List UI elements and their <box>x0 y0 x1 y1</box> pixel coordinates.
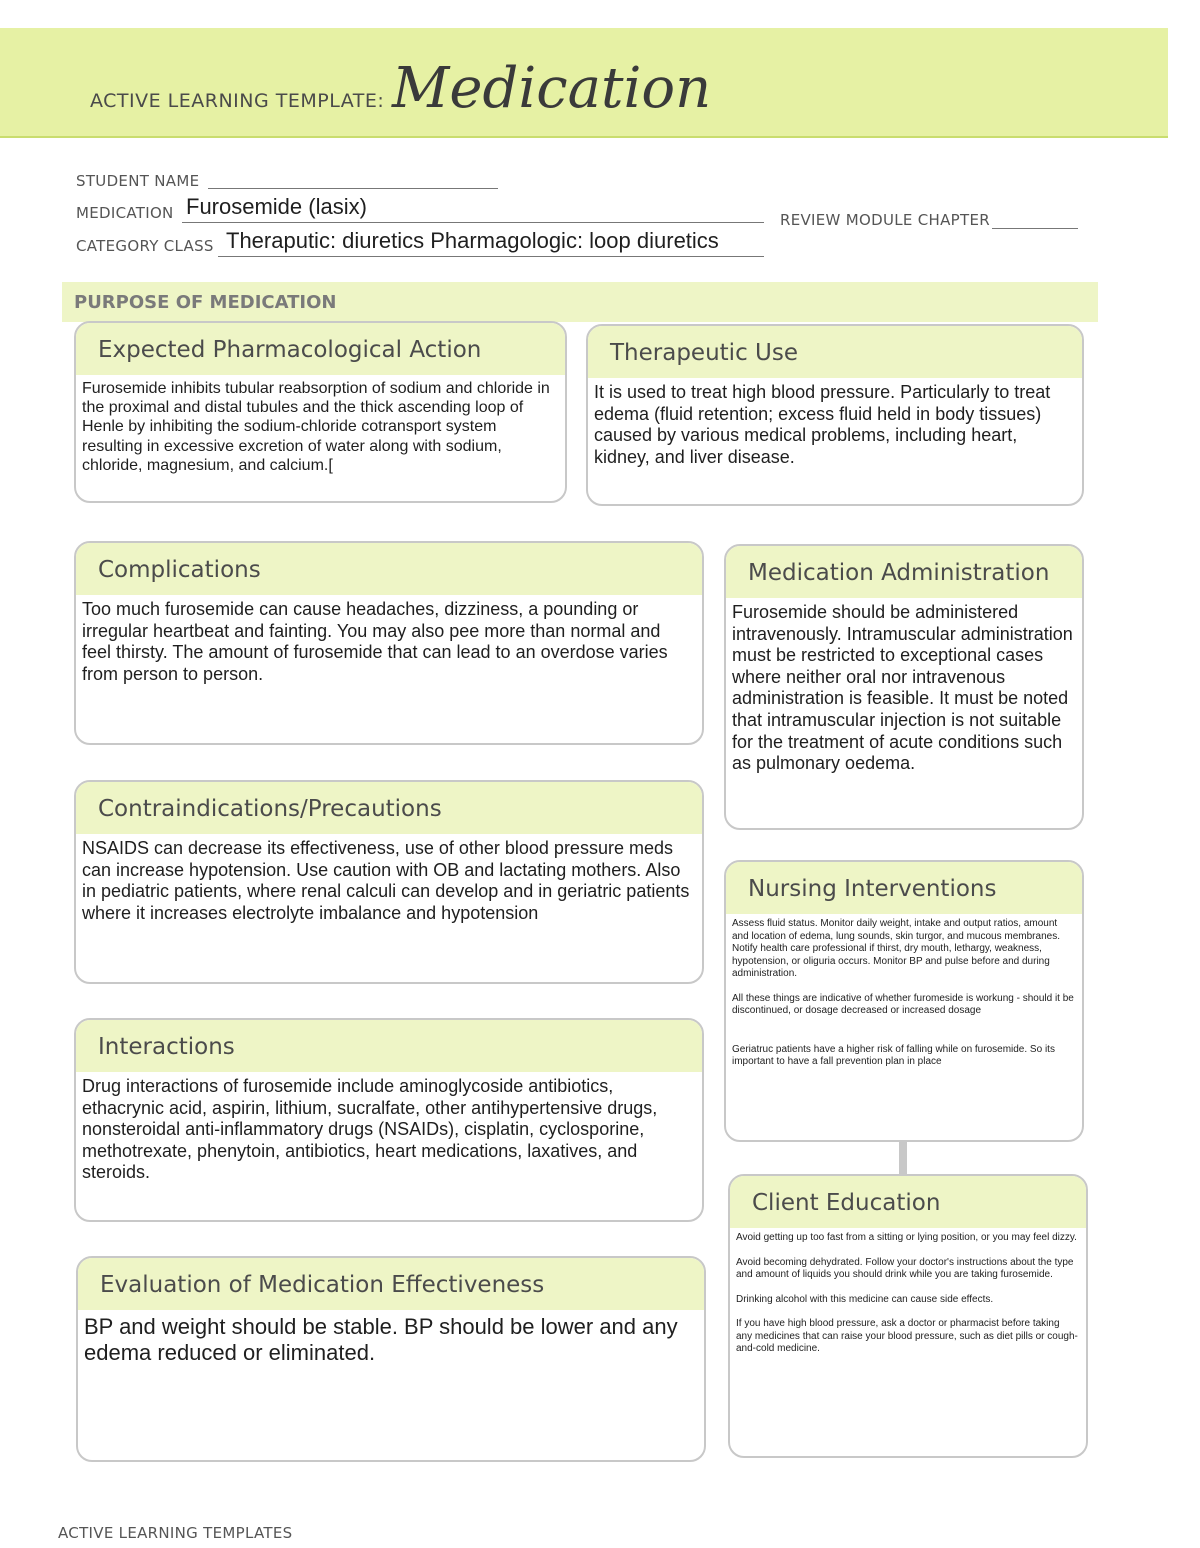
nursing-interventions-body <box>726 914 1082 1069</box>
expected-action-title: Expected Pharmacological Action <box>76 323 565 375</box>
category-class-line <box>218 256 764 257</box>
contraindications-title: Contraindications/Precautions <box>76 782 702 834</box>
expected-action-text[interactable]: Furosemide inhibits tubular reabsorption of sodium and chloride in the proximal and distal tubules and the thick ascending loop of Henle by inhibiting the sodium-chloride cotransport system resulting in excessive excretion of water along with sodium, chloride, magnesium, and calcium.[ <box>82 380 550 474</box>
contraindications-card <box>74 780 704 984</box>
footer-label: ACTIVE LEARNING TEMPLATES <box>58 1524 293 1542</box>
review-module-label: REVIEW MODULE CHAPTER <box>780 211 990 229</box>
client-education-body <box>730 1228 1086 1356</box>
interactions-title: Interactions <box>76 1020 702 1072</box>
contraindications-text[interactable]: NSAIDS can decrease its effectiveness, use of other blood pressure meds can increase hypotension. Use caution with OB and lactating mothers. Also in pediatric patients, where renal calculi can develop and in geriatric patients where it increases electrolyte imbalance and hypotension <box>82 838 690 923</box>
client-education-paragraph[interactable]: If you have high blood pressure, ask a doctor or pharmacist before taking any medicines that can raise your blood pressure, such as diet pills or cough-and-cold medicine. <box>736 1318 1078 1354</box>
therapeutic-use-card <box>586 324 1084 506</box>
purpose-of-medication-label: PURPOSE OF MEDICATION <box>74 292 337 313</box>
review-module-line <box>992 228 1078 229</box>
evaluation-title: Evaluation of Medication Effectiveness <box>78 1258 704 1310</box>
client-education-paragraph[interactable]: Avoid becoming dehydrated. Follow your doctor's instructions about the type and amount of liquids you should drink while you are taking furosemide. <box>736 1256 1074 1280</box>
expected-action-card <box>74 321 567 503</box>
category-class-label: CATEGORY CLASS <box>76 237 214 255</box>
evaluation-text[interactable]: BP and weight should be stable. BP should be lower and any edema reduced or eliminated. <box>84 1314 678 1366</box>
medication-administration-card <box>724 544 1084 830</box>
client-education-title: Client Education <box>730 1176 1086 1228</box>
medication-administration-text[interactable]: Furosemide should be administered intravenously. Intramuscular administration must be restricted to exceptional cases where neither oral nor intravenous administration is feasible. It must be noted that intramuscular injection is not suitable for the treatment of acute conditions such as pulmonary oedema. <box>732 602 1073 774</box>
medication-value[interactable]: Furosemide (lasix) <box>186 194 367 219</box>
client-education-card <box>728 1174 1088 1458</box>
interactions-text[interactable]: Drug interactions of furosemide include aminoglycoside antibiotics, ethacrynic acid, aspirin, lithium, sucralfate, other antihypertensive drugs, nonsteroidal anti-inflammatory drugs (NSAIDs), cisplatin, cyclosporine, methotrexate, phenytoin, antibiotics, heart medications, laxatives, and steroids. <box>82 1076 658 1183</box>
nursing-interventions-paragraph[interactable]: All these things are indicative of whether furomeside is workung - should it be discontinued, or dosage decreased or increased dosage <box>732 992 1074 1016</box>
complications-text[interactable]: Too much furosemide can cause headaches, dizziness, a pounding or irregular heartbeat and fainting. You may also pee more than normal and feel thirsty. The amount of furosemide that can lead to an overdose varies from person to person. <box>82 599 668 684</box>
nursing-interventions-paragraph[interactable]: Assess fluid status. Monitor daily weight, intake and output ratios, amount and location of edema, lung sounds, skin turgor, and mucous membranes. Notify health care professional if thirst, dry mouth, lethargy, weakness, hypotension, or oliguria occurs. Monitor BP and pulse before and during administration. <box>732 918 1060 979</box>
nursing-interventions-title: Nursing Interventions <box>726 862 1082 914</box>
student-name-label: STUDENT NAME <box>76 172 200 190</box>
evaluation-card <box>76 1256 706 1462</box>
template-label: ACTIVE LEARNING TEMPLATE: <box>90 90 385 112</box>
complications-card <box>74 541 704 745</box>
medication-label: MEDICATION <box>76 204 174 222</box>
complications-title: Complications <box>76 543 702 595</box>
interactions-card <box>74 1018 704 1222</box>
client-education-paragraph[interactable]: Drinking alcohol with this medicine can cause side effects. <box>736 1293 994 1305</box>
medication-line <box>182 222 764 223</box>
therapeutic-use-title: Therapeutic Use <box>588 326 1082 378</box>
client-education-paragraph[interactable]: Avoid getting up too fast from a sitting or lying position, or you may feel dizzy. <box>736 1232 1077 1243</box>
card-connector <box>899 1140 907 1174</box>
page-title: Medication <box>392 56 712 121</box>
category-class-value[interactable]: Theraputic: diuretics Pharmagologic: loop diuretics <box>226 228 719 253</box>
therapeutic-use-text[interactable]: It is used to treat high blood pressure. Particularly to treat edema (fluid retention; excess fluid held in body tissues) caused by various medical problems, including heart, kidney, and liver disease. <box>594 382 1051 467</box>
medication-administration-title: Medication Administration <box>726 546 1082 598</box>
nursing-interventions-card <box>724 860 1084 1142</box>
student-name-line <box>208 188 498 189</box>
nursing-interventions-paragraph[interactable]: Geriatruc patients have a higher risk of falling while on furosemide. So its important to have a fall prevention plan in place <box>732 1043 1055 1067</box>
